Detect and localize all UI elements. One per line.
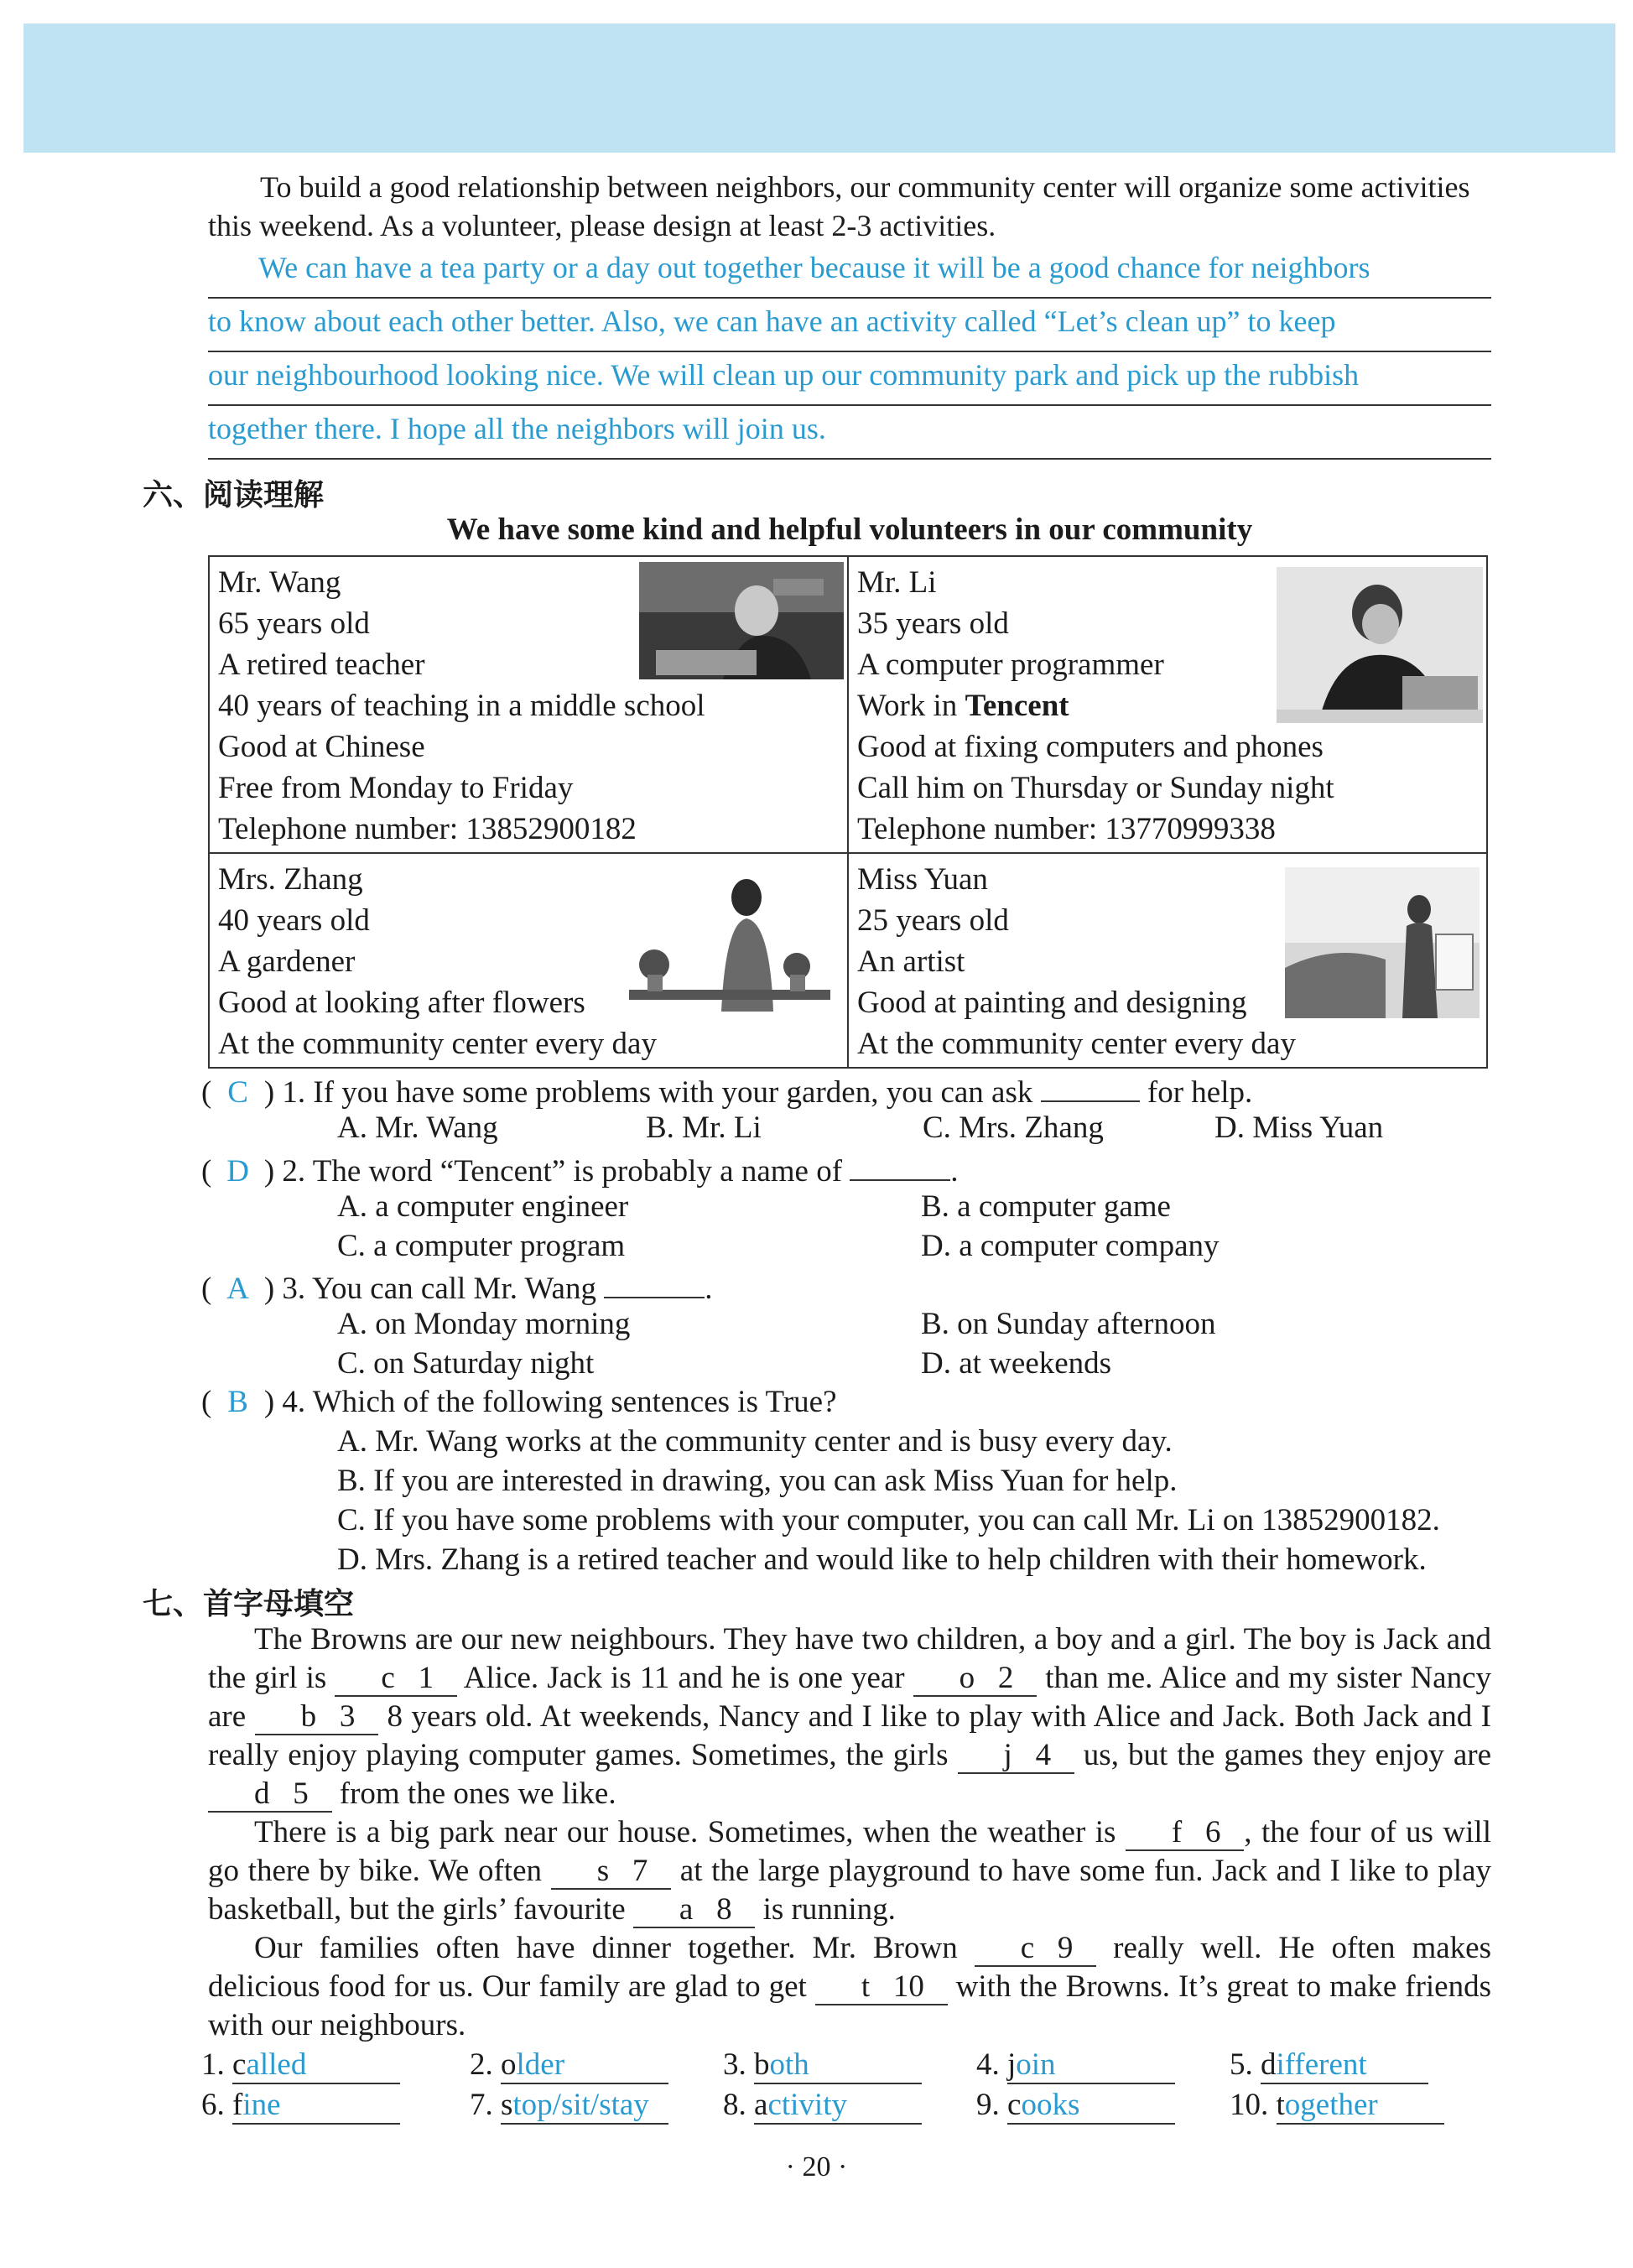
volunteer-age: 65 years old bbox=[218, 606, 370, 641]
cloze-blank-7 bbox=[551, 1854, 671, 1890]
answer-choice: C bbox=[227, 1075, 248, 1110]
volunteer-phone: Telephone number: 13852900182 bbox=[218, 812, 637, 846]
first-letter: b bbox=[300, 1699, 317, 1734]
option: A. a computer engineer bbox=[337, 1189, 629, 1224]
answer-number: 4. bbox=[976, 2047, 1000, 2082]
answer-fill bbox=[1261, 2047, 1428, 2084]
first-letter: d bbox=[254, 1776, 270, 1811]
option: B. on Sunday afternoon bbox=[921, 1307, 1216, 1341]
blank-number: 4 bbox=[1035, 1738, 1052, 1772]
paren-close: ) bbox=[263, 1075, 275, 1110]
option: A. on Monday morning bbox=[337, 1307, 631, 1341]
answer-fill bbox=[501, 2087, 668, 2125]
workplace-label: Work in bbox=[857, 689, 965, 723]
section-6-heading: 六、阅读理解 bbox=[143, 478, 325, 512]
answer-word: ooks bbox=[1021, 2088, 1080, 2122]
volunteer-job: An artist bbox=[857, 944, 965, 979]
paragraph-3 bbox=[208, 1929, 1491, 2045]
question-2 bbox=[201, 1149, 959, 1189]
cloze-blank-5 bbox=[208, 1777, 332, 1813]
option: C. on Saturday night bbox=[337, 1346, 595, 1381]
answer-number: 1. bbox=[201, 2047, 225, 2082]
volunteer-age: 25 years old bbox=[857, 903, 1009, 938]
passage-text: Alice. Jack is 11 and he is one year bbox=[456, 1661, 913, 1695]
question-tail: for help. bbox=[1147, 1075, 1253, 1110]
answer-word: top/sit/stay bbox=[512, 2088, 649, 2122]
blank-number: 3 bbox=[339, 1699, 356, 1734]
volunteer-name: Mrs. Zhang bbox=[218, 862, 363, 897]
answer-word: ine bbox=[242, 2088, 281, 2122]
cloze-blank-4 bbox=[958, 1739, 1074, 1774]
paren-close: ) bbox=[263, 1385, 275, 1419]
first-letter: c bbox=[381, 1661, 395, 1695]
woman-easel-photo bbox=[1285, 867, 1480, 1018]
volunteer-job: A gardener bbox=[218, 944, 356, 979]
passage-text: us, but the games they enjoy are bbox=[1074, 1738, 1491, 1772]
blank-number: 9 bbox=[1057, 1931, 1074, 1965]
option: C. a computer program bbox=[337, 1229, 626, 1263]
answer-word: lder bbox=[516, 2047, 565, 2082]
answer-number: 2. bbox=[470, 2047, 493, 2082]
cloze-blank-10 bbox=[815, 1970, 948, 2005]
paren-close: ) bbox=[263, 1154, 275, 1189]
volunteer-table bbox=[208, 555, 1488, 1069]
cloze-blank-1 bbox=[335, 1662, 456, 1697]
answer-fill bbox=[1007, 2047, 1175, 2084]
answer-9 bbox=[976, 2087, 1175, 2125]
volunteer-job: A retired teacher bbox=[218, 648, 425, 682]
first-letter: t bbox=[861, 1969, 871, 2004]
answer-fill bbox=[754, 2087, 922, 2125]
passage-text: The Browns are our new neighbours. They have two children, a boy and a girl. The boy is Jack and the girl is bbox=[208, 1622, 1491, 1695]
man-writing-photo bbox=[639, 562, 844, 679]
paren-open: ( bbox=[201, 1075, 212, 1110]
blank-number: 8 bbox=[716, 1892, 732, 1927]
passage-text: really well. He often makes delicious food for us. Our family are glad to get bbox=[208, 1931, 1492, 2004]
question-1 bbox=[201, 1070, 1252, 1111]
first-letter: f bbox=[1171, 1815, 1183, 1849]
answer-fill bbox=[232, 2047, 400, 2084]
option: A. Mr. Wang bbox=[337, 1111, 498, 1145]
cloze-blank-9 bbox=[975, 1932, 1096, 1967]
first-letter: s bbox=[596, 1854, 610, 1888]
answer-7 bbox=[470, 2087, 668, 2125]
answer-blank bbox=[1041, 1070, 1140, 1102]
cloze-blank-8 bbox=[633, 1893, 755, 1928]
answer-blank bbox=[850, 1149, 950, 1181]
question-tail: . bbox=[705, 1272, 713, 1306]
answer-number: 9. bbox=[976, 2088, 1000, 2122]
blank-number: 7 bbox=[632, 1854, 648, 1888]
answer-word: ifferent bbox=[1276, 2047, 1367, 2082]
question-text: 2. The word “Tencent” is probably a name of bbox=[282, 1154, 843, 1189]
answer-line-1: We can have a tea party or a day out together because it will be a good chance for neighbors bbox=[208, 243, 1491, 299]
question-text: 4. Which of the following sentences is True? bbox=[282, 1385, 837, 1419]
volunteer-detail: 40 years of teaching in a middle school bbox=[218, 689, 705, 723]
answer-fill bbox=[232, 2087, 400, 2125]
answer-4 bbox=[976, 2047, 1175, 2084]
first-letter: d bbox=[1261, 2047, 1277, 2082]
option: D. a computer company bbox=[921, 1229, 1220, 1263]
question-4 bbox=[201, 1384, 837, 1420]
answer-number: 5. bbox=[1230, 2047, 1253, 2082]
writing-prompt: To build a good relationship between neighbors, our community center will organize some activities this weekend. As a volunteer, please design at least 2-3 activities. bbox=[208, 170, 1470, 242]
first-letter: c bbox=[1020, 1931, 1035, 1965]
option: D. at weekends bbox=[921, 1346, 1112, 1381]
first-letter: t bbox=[1276, 2088, 1285, 2122]
volunteer-phone: Telephone number: 13770999338 bbox=[857, 812, 1276, 846]
passage-text: 8 years old. At weekends, Nancy and I like to play with Alice and Jack. Both Jack and I really enjoy playing computer games. Sometimes, the girls bbox=[208, 1699, 1491, 1772]
passage-text: Our families often have dinner together. Mr. Brown bbox=[254, 1931, 975, 1965]
answer-line-4: together there. I hope all the neighbors will join us. bbox=[208, 404, 1491, 460]
paragraph-1 bbox=[208, 1620, 1491, 1813]
section-7-heading: 七、首字母填空 bbox=[143, 1587, 355, 1621]
answer-line-3: our neighbourhood looking nice. We will clean up our community park and pick up the rubbish bbox=[208, 351, 1491, 406]
question-text: 1. If you have some problems with your garden, you can ask bbox=[282, 1075, 1033, 1110]
answer-word: ogether bbox=[1284, 2088, 1378, 2122]
volunteer-availability: Call him on Thursday or Sunday night bbox=[857, 771, 1334, 805]
volunteer-skill: Good at painting and designing bbox=[857, 986, 1247, 1020]
volunteer-name: Miss Yuan bbox=[857, 862, 988, 897]
paren-open: ( bbox=[201, 1272, 212, 1306]
first-letter: b bbox=[754, 2047, 770, 2082]
answer-fill bbox=[501, 2047, 668, 2084]
passage-text: than me. Alice and my sister Nancy are bbox=[208, 1661, 1492, 1734]
passage-text: , the four of us will go there by bike. We often bbox=[208, 1815, 1491, 1888]
volunteer-job: A computer programmer bbox=[857, 648, 1164, 682]
company-name: Tencent bbox=[965, 689, 1069, 723]
first-letter: a bbox=[754, 2088, 768, 2122]
answer-10 bbox=[1230, 2087, 1444, 2125]
answer-fill bbox=[754, 2047, 922, 2084]
volunteer-skill: Good at fixing computers and phones bbox=[857, 730, 1324, 764]
answer-choice: A bbox=[226, 1272, 249, 1306]
option: D. Miss Yuan bbox=[1214, 1111, 1384, 1145]
answer-number: 7. bbox=[470, 2088, 493, 2122]
answer-word: oin bbox=[1016, 2047, 1056, 2082]
passage-text: at the large playground to have some fun. Jack and I like to play basketball, but the girls’ favourite bbox=[208, 1854, 1491, 1927]
paragraph-2 bbox=[208, 1813, 1491, 1929]
answer-fill bbox=[1277, 2087, 1444, 2125]
option: A. Mr. Wang works at the community center and is busy every day. bbox=[337, 1424, 1173, 1459]
answer-word: oth bbox=[769, 2047, 809, 2082]
blank-number: 1 bbox=[418, 1661, 434, 1695]
volunteer-availability: Free from Monday to Friday bbox=[218, 771, 574, 805]
answer-line-2: to know about each other better. Also, we can have an activity called “Let’s clean up” to keep bbox=[208, 297, 1491, 352]
first-letter: c bbox=[232, 2047, 247, 2082]
paren-open: ( bbox=[201, 1385, 212, 1419]
paren-close: ) bbox=[263, 1272, 275, 1306]
passage-text: with the Browns. It’s great to make friends with our neighbours. bbox=[208, 1969, 1492, 2042]
answer-number: 3. bbox=[723, 2047, 746, 2082]
cloze-blank-2 bbox=[913, 1662, 1038, 1697]
question-3 bbox=[201, 1267, 712, 1307]
cloze-passage bbox=[208, 1620, 1491, 2045]
cloze-blank-3 bbox=[255, 1700, 379, 1735]
answer-blank bbox=[604, 1267, 705, 1298]
volunteer-age: 35 years old bbox=[857, 606, 1009, 641]
option: B. a computer game bbox=[921, 1189, 1171, 1224]
table-title: We have some kind and helpful volunteers in our community bbox=[446, 512, 1253, 547]
volunteer-name: Mr. Li bbox=[857, 565, 937, 600]
first-letter: o bbox=[959, 1661, 975, 1695]
question-text: 3. You can call Mr. Wang bbox=[282, 1272, 596, 1306]
option: C. Mrs. Zhang bbox=[923, 1111, 1104, 1145]
answer-2 bbox=[470, 2047, 668, 2084]
first-letter: a bbox=[679, 1892, 694, 1927]
answer-word: ctivity bbox=[767, 2088, 847, 2122]
blank-number: 10 bbox=[892, 1969, 924, 2004]
passage-text: is running. bbox=[755, 1892, 896, 1927]
option: C. If you have some problems with your computer, you can call Mr. Li on 13852900182. bbox=[337, 1503, 1440, 1537]
option: B. Mr. Li bbox=[646, 1111, 762, 1145]
option: B. If you are interested in drawing, you can ask Miss Yuan for help. bbox=[337, 1464, 1178, 1498]
answer-1 bbox=[201, 2047, 400, 2084]
option: D. Mrs. Zhang is a retired teacher and would like to help children with their homework. bbox=[337, 1542, 1427, 1577]
woman-plants-photo bbox=[629, 872, 830, 1012]
answer-number: 6. bbox=[201, 2088, 225, 2122]
volunteer-skill: Good at looking after flowers bbox=[218, 986, 585, 1020]
volunteer-skill: Good at Chinese bbox=[218, 730, 425, 764]
first-letter: o bbox=[501, 2047, 517, 2082]
answer-choice: B bbox=[227, 1385, 248, 1419]
answer-6 bbox=[201, 2087, 400, 2125]
answer-5 bbox=[1230, 2047, 1428, 2084]
cloze-blank-6 bbox=[1126, 1816, 1244, 1851]
answer-fill bbox=[1007, 2087, 1175, 2125]
first-letter: c bbox=[1007, 2088, 1022, 2122]
answer-word: alled bbox=[246, 2047, 307, 2082]
volunteer-availability: At the community center every day bbox=[857, 1027, 1296, 1061]
page-number: · 20 · bbox=[785, 2151, 848, 2182]
passage-text: from the ones we like. bbox=[331, 1776, 616, 1811]
answer-number: 8. bbox=[723, 2088, 746, 2122]
volunteer-availability: At the community center every day bbox=[218, 1027, 657, 1061]
answer-number: 10. bbox=[1230, 2088, 1269, 2122]
volunteer-age: 40 years old bbox=[218, 903, 370, 938]
answer-8 bbox=[723, 2087, 922, 2125]
first-letter: j bbox=[1003, 1738, 1012, 1772]
first-letter: j bbox=[1007, 2047, 1017, 2082]
first-letter: s bbox=[501, 2088, 513, 2122]
paren-open: ( bbox=[201, 1154, 212, 1189]
passage-text: There is a big park near our house. Sometimes, when the weather is bbox=[254, 1815, 1126, 1849]
man-laptop-photo bbox=[1277, 567, 1483, 723]
blank-number: 6 bbox=[1205, 1815, 1221, 1849]
first-letter: f bbox=[232, 2088, 243, 2122]
question-tail: . bbox=[950, 1154, 959, 1189]
blank-number: 2 bbox=[997, 1661, 1014, 1695]
volunteer-name: Mr. Wang bbox=[218, 565, 341, 600]
answer-3 bbox=[723, 2047, 922, 2084]
blank-number: 5 bbox=[293, 1776, 309, 1811]
answer-choice: D bbox=[226, 1154, 249, 1189]
